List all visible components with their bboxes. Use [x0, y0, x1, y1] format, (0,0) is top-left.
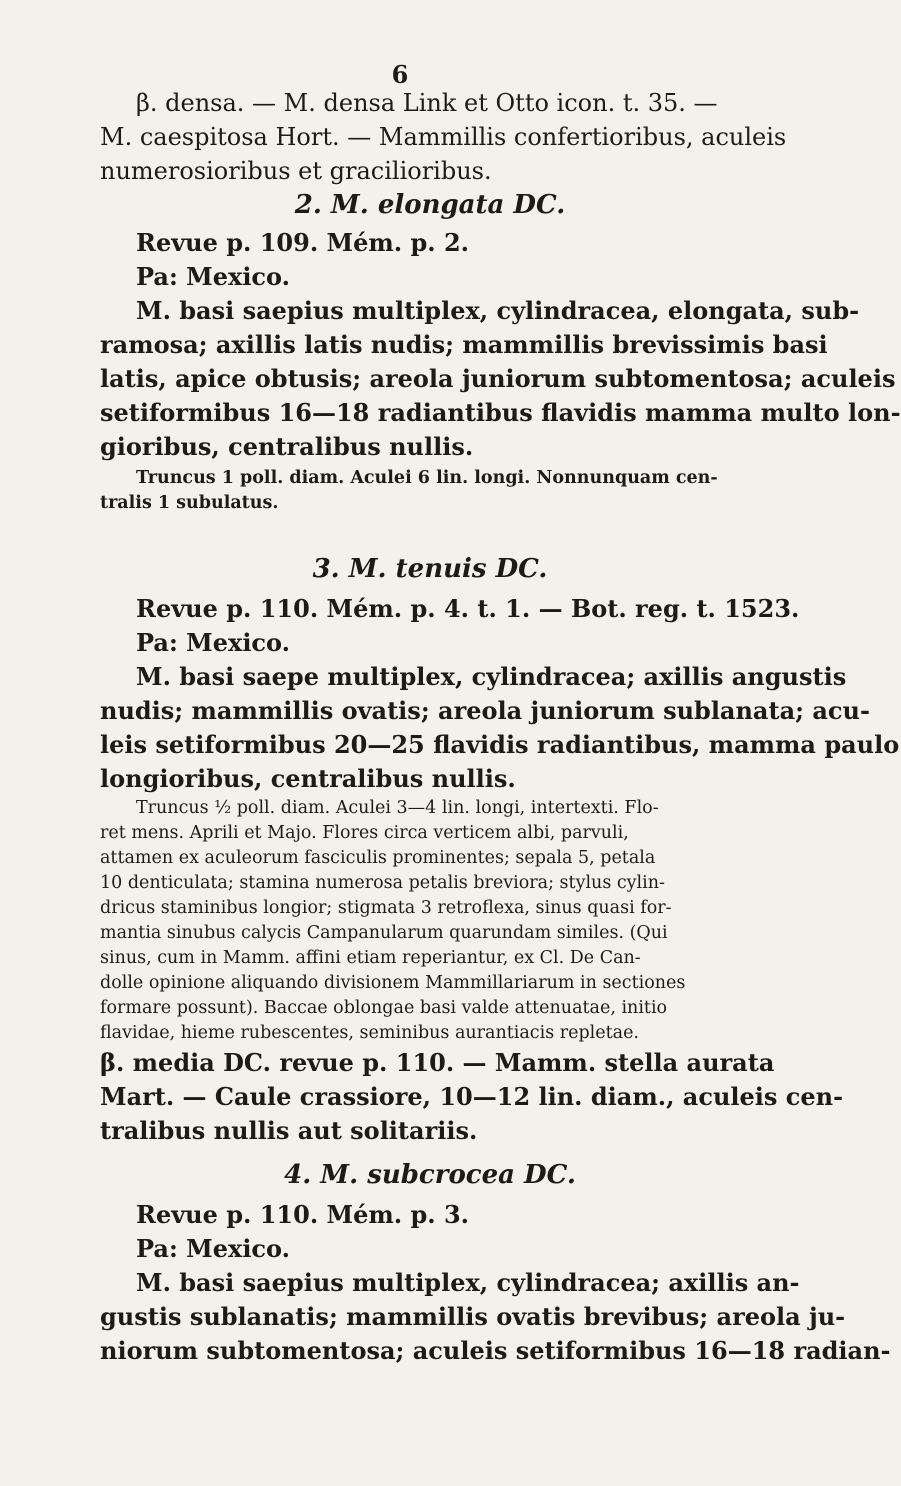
text-line: M. basi saepius multiplex, cylindracea, elongata, sub- [136, 296, 860, 325]
locality-line: Pa: Mexico. [136, 1234, 290, 1263]
text-line: 10 denticulata; stamina numerosa petalis breviora; stylus cylin- [100, 873, 665, 893]
species-tenuis [100, 592, 900, 796]
text-line: ramosa; axillis latis nudis; mammillis brevissimis basi [100, 330, 828, 359]
text-line: Truncus ½ poll. diam. Aculei 3—4 lin. longi, intertexti. Flo- [136, 798, 659, 818]
species-heading-tenuis: 3. M. tenuis DC. [312, 554, 548, 584]
text-line: latis, apice obtusis; areola juniorum subtomentosa; aculeis [100, 364, 896, 393]
note-tenuis [100, 796, 760, 1046]
text-line: Truncus 1 poll. diam. Aculei 6 lin. longi. Nonnunquam cen- [136, 468, 718, 488]
text-line: mantia sinubus calycis Campanularum quarundam similes. (Qui [100, 923, 668, 943]
text-line: gustis sublanatis; mammillis ovatis brevibus; areola ju- [100, 1302, 846, 1331]
text-line: flavidae, hieme rubescentes, seminibus aurantiacis repletae. [100, 1023, 639, 1043]
species-elongata [100, 226, 901, 464]
text-line: M. caespitosa Hort. — Mammillis confertioribus, aculeis [100, 123, 787, 151]
text-line: tralis 1 subulatus. [100, 493, 279, 513]
text-line: Mart. — Caule crassiore, 10—12 lin. diam., aculeis cen- [100, 1082, 844, 1111]
note-elongata [100, 466, 760, 516]
species-heading-elongata: 2. M. elongata DC. [294, 190, 566, 220]
text-line: β. densa. — M. densa Link et Otto icon. t. 35. — [136, 89, 718, 117]
text-line: tralibus nullis aut solitariis. [100, 1116, 478, 1145]
text-line: dricus staminibus longior; stigmata 3 retroflexa, sinus quasi for- [100, 898, 672, 918]
text-line: sinus, cum in Mamm. affini etiam reperiantur, ex Cl. De Can- [100, 948, 641, 968]
beta-densa-paragraph [100, 86, 787, 188]
text-line: longioribus, centralibus nullis. [100, 764, 516, 793]
text-line: setiformibus 16—18 radiantibus flavidis mamma multo lon- [100, 398, 901, 427]
variety-media [100, 1046, 844, 1148]
text-line: ret mens. Aprili et Majo. Flores circa verticem albi, parvuli, [100, 823, 629, 843]
text-line: β. media DC. revue p. 110. — Mamm. stella aurata [100, 1048, 775, 1077]
species-subcrocea [100, 1198, 891, 1368]
text-line: attamen ex aculeorum fasciculis prominentes; sepala 5, petala [100, 848, 656, 868]
page-number: 6 [391, 60, 409, 89]
text-line: niorum subtomentosa; aculeis setiformibus 16—18 radian- [100, 1336, 891, 1365]
reference-line: Revue p. 110. Mém. p. 3. [136, 1200, 470, 1229]
text-line: nudis; mammillis ovatis; areola juniorum sublanata; acu- [100, 696, 870, 725]
text-line: formare possunt). Baccae oblongae basi valde attenuatae, initio [100, 998, 668, 1018]
reference-line: Revue p. 110. Mém. p. 4. t. 1. — Bot. reg. t. 1523. [136, 594, 800, 623]
text-line: dolle opinione aliquando divisionem Mammillariarum in sectiones [100, 973, 686, 993]
reference-line: Revue p. 109. Mém. p. 2. [136, 228, 470, 257]
locality-line: Pa: Mexico. [136, 628, 290, 657]
locality-line: Pa: Mexico. [136, 262, 290, 291]
species-heading-subcrocea: 4. M. subcrocea DC. [284, 1160, 576, 1190]
text-line: numerosioribus et gracilioribus. [100, 157, 492, 185]
text-line: gioribus, centralibus nullis. [100, 432, 474, 461]
text-line: M. basi saepius multiplex, cylindracea; axillis an- [136, 1268, 800, 1297]
text-line: M. basi saepe multiplex, cylindracea; axillis angustis [136, 662, 847, 691]
text-line: leis setiformibus 20—25 flavidis radiantibus, mamma paulo [100, 730, 900, 759]
